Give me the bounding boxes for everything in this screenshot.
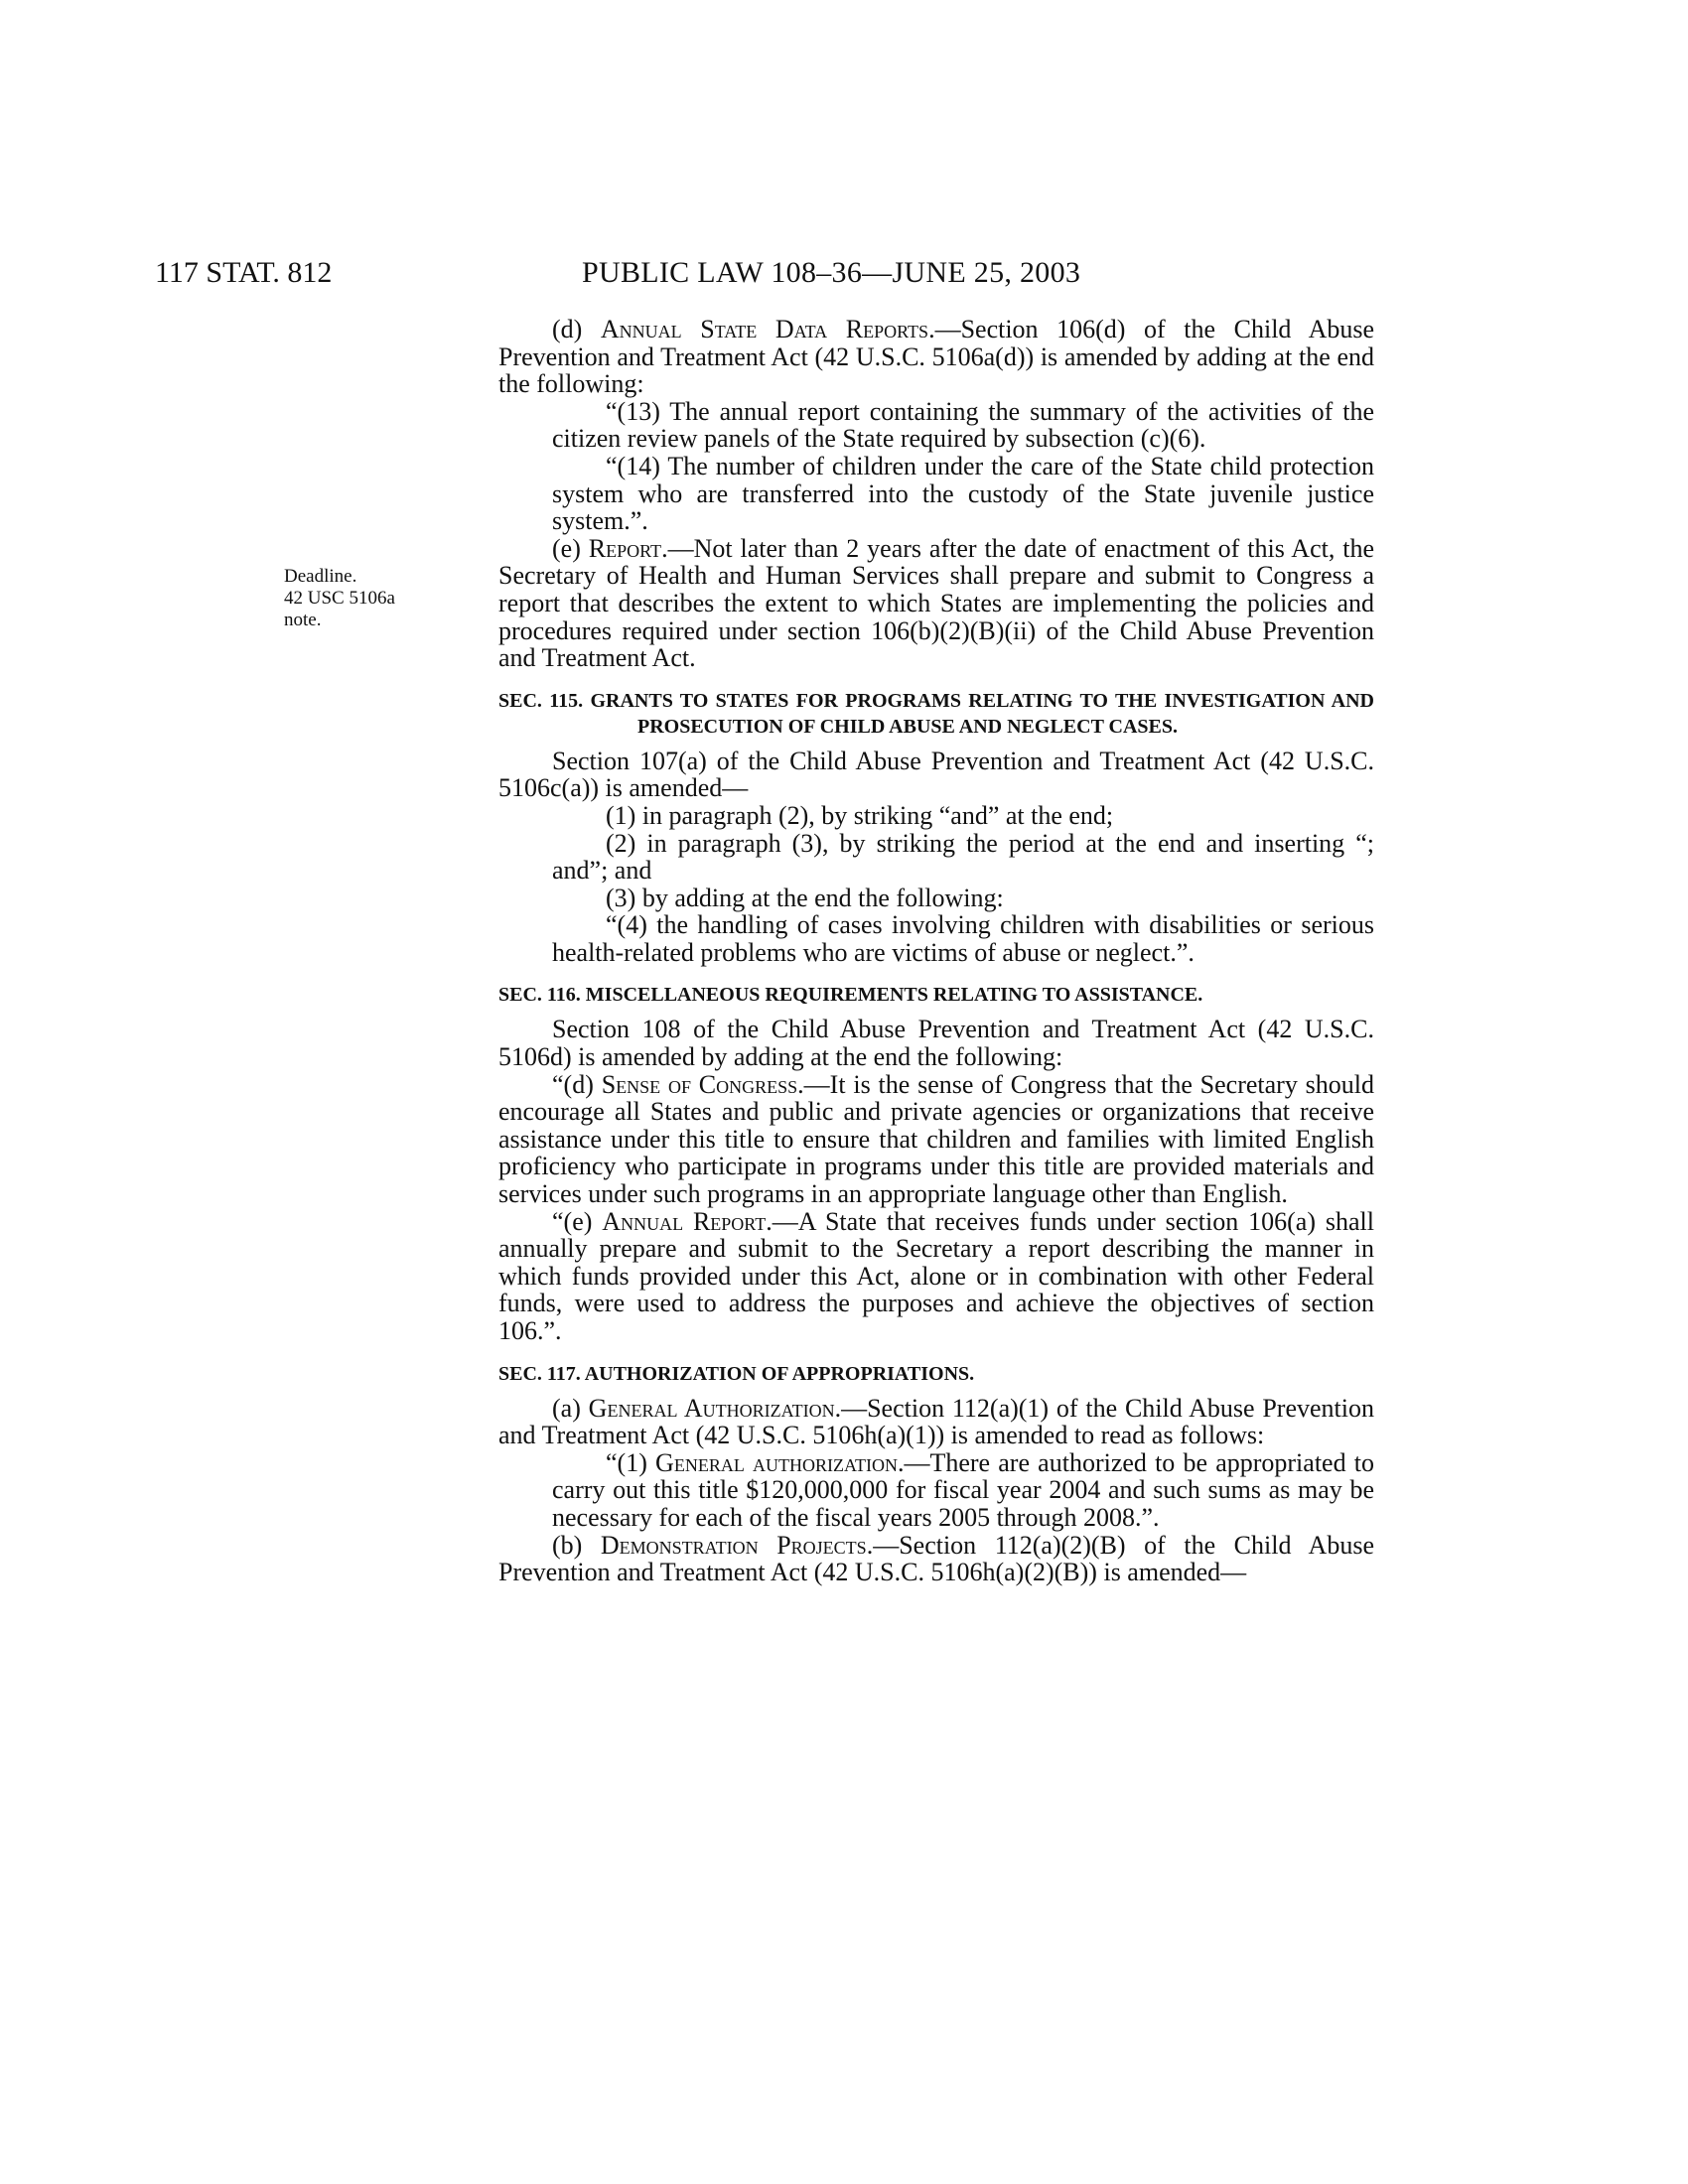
- margin-note-line: Deadline.: [284, 566, 357, 587]
- subsection-heading: Annual Report: [602, 1206, 767, 1236]
- subsection-text: .—Section 112(a)(2)(B) of the Child Abuse Prevention and Treatment Act (42 U.S.C. 5106h(a)(2)(B)) is amended—: [498, 1530, 1374, 1587]
- section-117-subsection-b: [498, 1532, 1374, 1586]
- page-header: [155, 256, 1374, 296]
- subsection-d: [498, 316, 1374, 398]
- section-115-item: (3) by adding at the end the following:: [606, 883, 1004, 912]
- paragraph-heading: General authorization: [655, 1447, 898, 1477]
- section-117-paragraph-1: [498, 1449, 1374, 1532]
- statute-page-number: 117 STAT. 812: [155, 256, 333, 289]
- section-116-subsection-e: [498, 1208, 1374, 1345]
- paragraph-label: “(1): [606, 1447, 656, 1477]
- section-116-subsection-d: [498, 1071, 1374, 1208]
- subsection-label: (a): [552, 1393, 589, 1423]
- main-text: [498, 316, 1374, 1586]
- subsection-text: .—Section 106(d) of the Child Abuse Prevention and Treatment Act (42 U.S.C. 5106a(d)) is amended by adding at the end the following:: [498, 315, 1375, 399]
- section-115-heading: SEC. 115. GRANTS TO STATES FOR PROGRAMS RELATING TO THE INVESTIGATION AND PROSECUTION OF CHILD ABUSE AND NEGLECT CASES.: [498, 689, 1374, 738]
- running-head: PUBLIC LAW 108–36—JUNE 25, 2003: [582, 256, 1081, 289]
- paragraph-13: “(13) The annual report containing the summary of the activities of the citizen review panels of the State required by subsection (c)(6).: [552, 396, 1374, 454]
- section-116-intro: Section 108 of the Child Abuse Prevention and Treatment Act (42 U.S.C. 5106d) is amended by adding at the end the following:: [498, 1015, 1374, 1072]
- margin-note-line: 42 USC 5106a: [284, 588, 395, 609]
- margin-note: [284, 566, 453, 631]
- subsection-heading: Report: [588, 533, 662, 563]
- subsection-e: [498, 535, 1374, 672]
- section-115-item: “(4) the handling of cases involving children with disabilities or serious health-related problems who are victims of abuse or neglect.”.: [552, 910, 1374, 967]
- paragraph-14: “(14) The number of children under the care of the State child protection system who are transferred into the custody of the State juvenile justice system.”.: [552, 451, 1374, 536]
- margin-note-line: note.: [284, 610, 322, 630]
- subsection-label: “(d): [552, 1069, 602, 1099]
- subsection-label: (d): [552, 315, 601, 343]
- subsection-heading: General Authorization: [588, 1393, 835, 1423]
- subsection-label: (b): [552, 1530, 601, 1560]
- section-117-heading: SEC. 117. AUTHORIZATION OF APPROPRIATIONS.: [498, 1362, 975, 1385]
- section-116-heading: SEC. 116. MISCELLANEOUS REQUIREMENTS RELATING TO ASSISTANCE.: [498, 984, 1203, 1007]
- paragraph-text: .—There are authorized to be appropriated to carry out this title $120,000,000 for fiscal year 2004 and such sums as may be necessary for each of the fiscal years 2005 through 2008.”.: [552, 1447, 1374, 1532]
- subsection-heading: Demonstration Projects: [600, 1530, 867, 1560]
- section-115-item: (1) in paragraph (2), by striking “and” at the end;: [606, 800, 1114, 830]
- subsection-text: .—Not later than 2 years after the date of enactment of this Act, the Secretary of Health and Human Services shall prepare and submit to Congress a report that describes the extent to which States are implementing the policies and procedures required under section 106(b)(2)(B)(ii) of the Child Abuse Prevention and Treatment Act.: [498, 533, 1375, 673]
- section-117-subsection-a: [498, 1395, 1374, 1449]
- section-115-intro: Section 107(a) of the Child Abuse Prevention and Treatment Act (42 U.S.C. 5106c(a)) is amended—: [498, 746, 1374, 803]
- subsection-text: .—A State that receives funds under section 106(a) shall annually prepare and submit to the Secretary a report describing the manner in which funds provided under this Act, alone or in combination with other Federal funds, were used to address the purposes and achieve the objectives of section 106.”.: [498, 1206, 1374, 1345]
- subsection-text: .—It is the sense of Congress that the Secretary should encourage all States and public and private agencies or organizations that receive assistance under this title to ensure that children and families with limited English proficiency who participate in programs under this title are provided materials and services under such programs in an appropriate language other than English.: [498, 1069, 1374, 1209]
- section-115-item: (2) in paragraph (3), by striking the period at the end and inserting “; and”; and: [552, 828, 1374, 886]
- subsection-text: .—Section 112(a)(1) of the Child Abuse Prevention and Treatment Act (42 U.S.C. 5106h(a)(1)) is amended to read as follows:: [498, 1393, 1374, 1450]
- subsection-heading: Annual State Data Reports: [600, 315, 929, 343]
- subsection-label: (e): [552, 533, 589, 563]
- subsection-label: “(e): [552, 1206, 603, 1236]
- subsection-heading: Sense of Congress: [601, 1069, 798, 1099]
